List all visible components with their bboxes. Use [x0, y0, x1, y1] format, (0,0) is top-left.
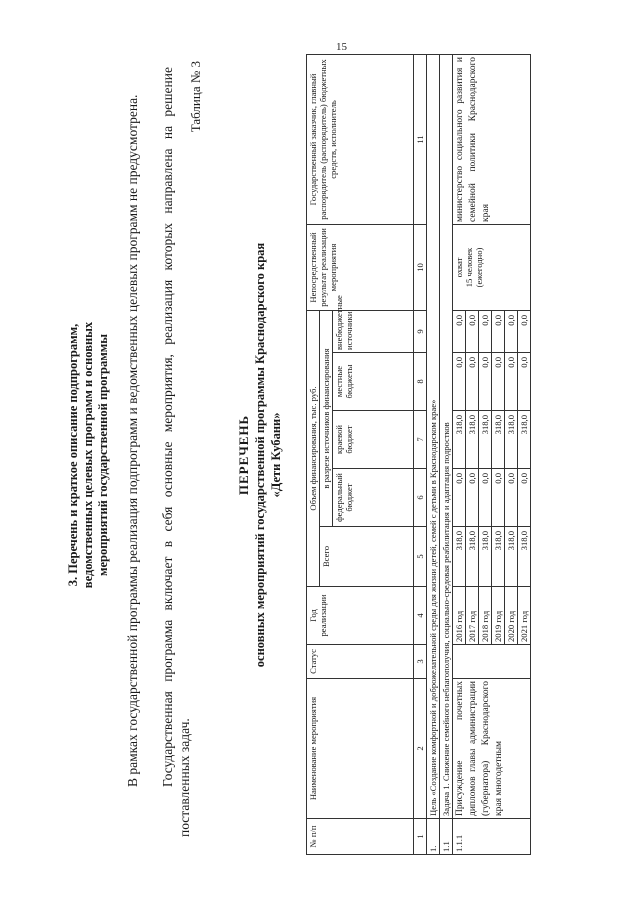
activities-table: [306, 54, 531, 855]
header-customer: Государственный заказчик, главный распорядитель (распорядитель) бюджетных средств, исполнитель: [307, 55, 414, 225]
rotated-page-content: [60, 55, 580, 855]
total-cell: 318,0: [505, 527, 518, 587]
column-number: 1: [414, 819, 427, 855]
column-number: 9: [414, 311, 427, 353]
header-year: Год реализации: [307, 587, 414, 645]
year-cell: 2020 год: [505, 587, 518, 645]
section-heading-line-2: ведомственных целевых программ и основных: [81, 321, 95, 589]
year-cell: 2018 год: [479, 587, 492, 645]
header-num: № п/п: [307, 819, 414, 855]
federal-cell: 0,0: [518, 469, 531, 527]
column-number: 11: [414, 55, 427, 225]
task-row: [440, 55, 453, 855]
column-numbers-row: [414, 55, 427, 855]
header-regional: краевой бюджет: [333, 411, 414, 469]
year-cell: 2017 год: [466, 587, 479, 645]
section-heading-line-3: мероприятий государственной программы: [96, 333, 110, 577]
activity-name: Присуждение почетных дипломов главы администрации (губернатора) Краснодарского края многодетным: [453, 679, 531, 819]
year-cell: 2016 год: [453, 587, 466, 645]
total-cell: 318,0: [492, 527, 505, 587]
header-federal: федеральный бюджет: [333, 469, 414, 527]
extra-cell: 0,0: [466, 311, 479, 353]
column-number: 10: [414, 225, 427, 311]
regional-cell: 318,0: [466, 411, 479, 469]
activity-number: 1.1.1: [453, 819, 531, 855]
extra-cell: 0,0: [492, 311, 505, 353]
column-number: 7: [414, 411, 427, 469]
local-cell: 0,0: [505, 353, 518, 411]
column-number: 8: [414, 353, 427, 411]
list-title: ПЕРЕЧЕНЬ: [236, 414, 251, 496]
total-cell: 318,0: [466, 527, 479, 587]
extra-cell: 0,0: [479, 311, 492, 353]
goal-text: Цель «Создание комфортной и доброжелательной среды для жизни детей, семей с детьми в Краснодарском крае»: [427, 55, 440, 819]
local-cell: 0,0: [453, 353, 466, 411]
total-cell: 318,0: [518, 527, 531, 587]
result-line: 15 человек: [464, 247, 474, 288]
task-text: Задача 1. Снижение семейного неблагополучия, социально-средовая реабилитация и адаптация подростков: [440, 55, 453, 819]
regional-cell: 318,0: [518, 411, 531, 469]
table-label: Таблица № 3: [188, 61, 203, 133]
total-cell: 318,0: [453, 527, 466, 587]
header-volume: Объем финансирования, тыс. руб.: [307, 311, 320, 587]
local-cell: 0,0: [479, 353, 492, 411]
regional-cell: 318,0: [479, 411, 492, 469]
regional-cell: 318,0: [505, 411, 518, 469]
column-number: 3: [414, 645, 427, 679]
header-extra: внебюджетные источники: [333, 311, 414, 353]
year-cell: 2019 год: [492, 587, 505, 645]
activity-status: [453, 645, 531, 679]
local-cell: 0,0: [492, 353, 505, 411]
extra-cell: 0,0: [518, 311, 531, 353]
goal-number: 1.: [427, 819, 440, 855]
federal-cell: 0,0: [492, 469, 505, 527]
regional-cell: 318,0: [453, 411, 466, 469]
year-cell: 2021 год: [518, 587, 531, 645]
federal-cell: 0,0: [479, 469, 492, 527]
local-cell: 0,0: [518, 353, 531, 411]
regional-cell: 318,0: [492, 411, 505, 469]
extra-cell: 0,0: [453, 311, 466, 353]
program-name: «Дети Кубани»: [269, 412, 283, 498]
federal-cell: 0,0: [466, 469, 479, 527]
federal-cell: 0,0: [453, 469, 466, 527]
header-total: Всего: [320, 527, 414, 587]
header-result: Непосредственный результат реализации мероприятия: [307, 225, 414, 311]
extra-cell: 0,0: [505, 311, 518, 353]
goal-row: [427, 55, 440, 855]
total-cell: 318,0: [479, 527, 492, 587]
column-number: 4: [414, 587, 427, 645]
section-heading-line-1: 3. Перечень и краткое описание подпрограмм,: [66, 323, 80, 587]
column-number: 2: [414, 679, 427, 819]
paragraph-1: В рамках государственной программы реализация подпрограмм и ведомственных целевых программ не предусмотрена.: [125, 94, 140, 787]
header-name: Наименование мероприятия: [307, 679, 414, 819]
task-number: 1.1: [440, 819, 453, 855]
page-number: 15: [336, 41, 347, 53]
activity-customer: министерство социального развития и семейной политики Краснодарского края: [453, 55, 531, 225]
column-number: 6: [414, 469, 427, 527]
header-by-source: в разрезе источников финансирования: [320, 311, 333, 527]
header-local: местные бюджеты: [333, 353, 414, 411]
activity-result: [453, 225, 531, 311]
header-status: Статус: [307, 645, 414, 679]
paragraph-2: Государственная программа включает в себя основные мероприятия, реализация которых направлена на решение поставленных задач.: [160, 67, 192, 837]
result-line: (ежегодно): [474, 247, 484, 288]
local-cell: 0,0: [466, 353, 479, 411]
column-number: 5: [414, 527, 427, 587]
table-row: [453, 55, 466, 855]
result-line: охват: [454, 257, 464, 278]
list-subtitle: основных мероприятий государственной программы Краснодарского края: [253, 242, 267, 668]
federal-cell: 0,0: [505, 469, 518, 527]
